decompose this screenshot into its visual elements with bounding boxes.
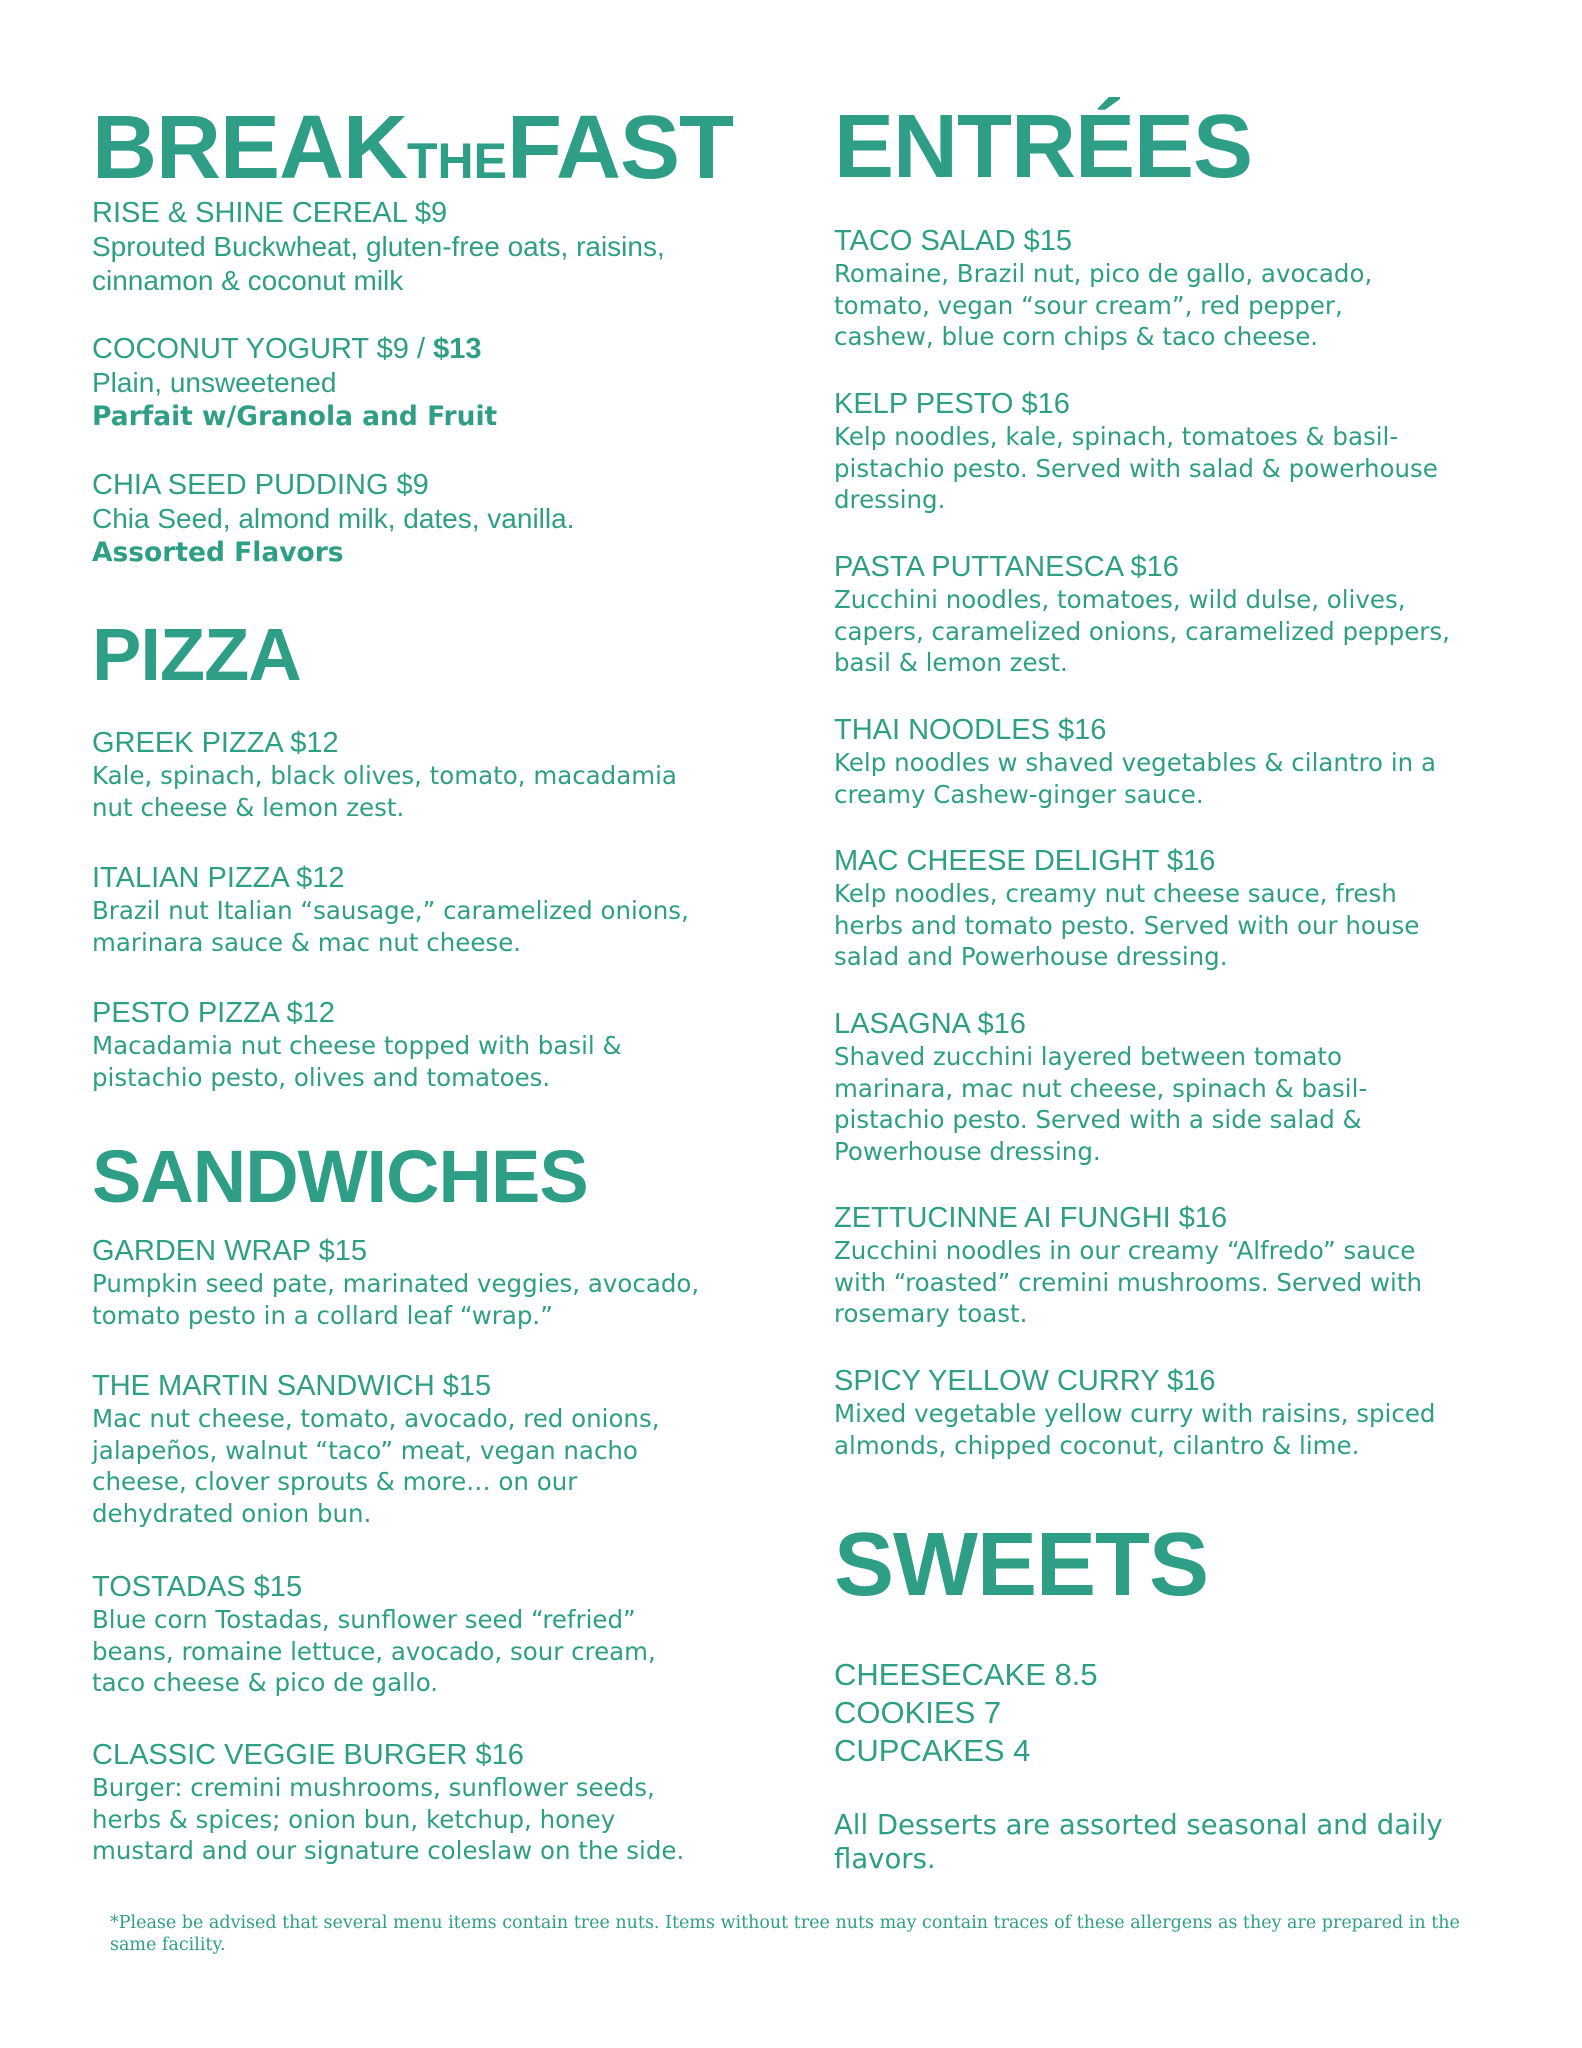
item-desc-line: Kelp noodles w shaved vegetables & cilantro in a: [834, 748, 1436, 777]
item-title: LASAGNA $16: [834, 1008, 1026, 1040]
item-title: CLASSIC VEGGIE BURGER $16: [92, 1739, 524, 1771]
item-desc-line: herbs and tomato pesto. Served with our house: [834, 910, 1420, 940]
menu-item-taco-salad: [834, 224, 1514, 353]
item-desc-line: nut cheese & lemon zest.: [92, 792, 405, 822]
menu-item-martin-sandwich: [92, 1369, 772, 1529]
heading-break: BREAK: [92, 98, 408, 198]
item-bold-line: Assorted Flavors: [92, 537, 344, 568]
item-desc-line: Kale, spinach, black olives, tomato, macadamia: [92, 761, 677, 790]
item-desc-line: Zucchini noodles in our creamy “Alfredo” sauce: [834, 1236, 1416, 1265]
item-title: TOSTADAS $15: [92, 1571, 303, 1603]
item-desc-line: Plain, unsweetened: [92, 367, 337, 398]
item-desc-line: Kelp noodles, kale, spinach, tomatoes & basil-: [834, 422, 1399, 451]
item-desc-line: Mac nut cheese, tomato, avocado, red onions,: [92, 1404, 660, 1433]
menu-item-kelp-pesto: [834, 387, 1514, 516]
item-desc-line: marinara sauce & mac nut cheese.: [92, 927, 522, 957]
menu-item-zettucinne: [834, 1201, 1514, 1330]
menu-item-lasagna: [834, 1007, 1514, 1167]
item-desc-line: pistachio pesto. Served with a side salad &: [834, 1105, 1362, 1134]
item-title: ZETTUCINNE AI FUNGHI $16: [834, 1202, 1228, 1234]
sweets-heading: SWEETS: [834, 1515, 1209, 1615]
item-desc-line: Kelp noodles, creamy nut cheese sauce, fresh: [834, 879, 1397, 908]
entrees-section: [834, 97, 1514, 1460]
sweets-note-line: flavors.: [834, 1843, 936, 1875]
item-desc-line: with “roasted” cremini mushrooms. Served with: [834, 1267, 1422, 1297]
item-desc-line: Shaved zucchini layered between tomato: [834, 1042, 1342, 1071]
sweet-item-cheesecake: CHEESECAKE 8.5: [834, 1657, 1098, 1692]
sweets-note: [834, 1808, 1514, 1876]
disclaimer-line: *Please be advised that several menu items contain tree nuts. Items without tree nuts may contain traces of these allergens as they are prepared in the: [110, 1913, 1460, 1933]
disclaimer-line: same facility.: [110, 1935, 226, 1955]
item-desc-line: cheese, clover sprouts & more… on our: [92, 1467, 578, 1496]
menu-item-thai-noodles: [834, 713, 1514, 810]
item-title: MAC CHEESE DELIGHT $16: [834, 845, 1216, 877]
pizza-heading: PIZZA: [92, 613, 301, 696]
item-desc-line: capers, caramelized onions, caramelized peppers,: [834, 616, 1450, 646]
item-title: KELP PESTO $16: [834, 388, 1070, 420]
item-desc-line: herbs & spices; onion bun, ketchup, honey: [92, 1804, 616, 1834]
item-desc-line: Mixed vegetable yellow curry with raisins, spiced: [834, 1399, 1436, 1428]
item-desc-line: almonds, chipped coconut, cilantro & lime.: [834, 1430, 1360, 1460]
item-title: CHIA SEED PUDDING $9: [92, 469, 429, 501]
item-desc-line: Zucchini noodles, tomatoes, wild dulse, olives,: [834, 585, 1406, 614]
item-desc-line: Chia Seed, almond milk, dates, vanilla.: [92, 503, 575, 534]
sweet-item-cupcakes: CUPCAKES 4: [834, 1733, 1031, 1768]
item-desc-line: Brazil nut Italian “sausage,” caramelized onions,: [92, 896, 689, 925]
item-desc-line: pistachio pesto, olives and tomatoes.: [92, 1062, 551, 1092]
item-title: PESTO PIZZA $12: [92, 997, 335, 1029]
item-desc-line: mustard and our signature coleslaw on the side.: [92, 1836, 685, 1865]
item-desc-line: cashew, blue corn chips & taco cheese.: [834, 322, 1319, 351]
item-title: ITALIAN PIZZA $12: [92, 862, 345, 894]
item-title: THE MARTIN SANDWICH $15: [92, 1370, 492, 1402]
item-desc-line: Sprouted Buckwheat, gluten-free oats, raisins,: [92, 231, 665, 262]
item-title: RISE & SHINE CEREAL $9: [92, 197, 448, 229]
sweets-list: [834, 1656, 1514, 1770]
item-desc-line: beans, romaine lettuce, avocado, sour cream,: [92, 1636, 656, 1666]
item-desc-line: pistachio pesto. Served with salad & powerhouse: [834, 453, 1438, 483]
pizza-section: [92, 613, 772, 1092]
item-desc-line: Burger: cremini mushrooms, sunflower seeds,: [92, 1773, 655, 1802]
entrees-heading: ENTRÉES: [834, 97, 1253, 197]
menu-item-coconut-yogurt: [92, 332, 772, 434]
menu-item-greek-pizza: [92, 726, 772, 823]
item-bold-line: Parfait w/Granola and Fruit: [92, 401, 498, 432]
item-desc-line: dressing.: [834, 485, 946, 514]
menu-item-veggie-burger: [92, 1738, 772, 1867]
sandwiches-heading: SANDWICHES: [92, 1135, 588, 1218]
item-desc-line: Blue corn Tostadas, sunflower seed “refried”: [92, 1605, 636, 1634]
item-title: THAI NOODLES $16: [834, 714, 1107, 746]
item-title: GREEK PIZZA $12: [92, 727, 339, 759]
item-desc-line: Macadamia nut cheese topped with basil &: [92, 1031, 622, 1060]
item-desc-line: dehydrated onion bun.: [92, 1498, 372, 1528]
item-desc-line: creamy Cashew-ginger sauce.: [834, 779, 1204, 809]
item-desc-line: jalapeños, walnut “taco” meat, vegan nacho: [92, 1435, 638, 1465]
item-desc-line: marinara, mac nut cheese, spinach & basil-: [834, 1073, 1368, 1103]
menu-item-tostadas: [92, 1570, 772, 1699]
item-desc-line: taco cheese & pico de gallo.: [92, 1668, 439, 1697]
item-desc-line: tomato, vegan “sour cream”, red pepper,: [834, 290, 1343, 320]
item-desc-line: tomato pesto in a collard leaf “wrap.”: [92, 1300, 553, 1330]
heading-fast: FAST: [507, 98, 734, 198]
sweets-note-line: All Desserts are assorted seasonal and daily: [834, 1809, 1443, 1841]
menu-item-italian-pizza: [92, 861, 772, 958]
menu-item-pesto-pizza: [92, 996, 772, 1093]
breakfast-section: [92, 98, 772, 568]
item-title: SPICY YELLOW CURRY $16: [834, 1365, 1216, 1397]
menu-item-pasta-puttanesca: [834, 550, 1514, 679]
item-title: GARDEN WRAP $15: [92, 1235, 368, 1267]
menu-item-rise-shine: [92, 196, 772, 298]
item-title: [92, 332, 772, 366]
item-desc-line: basil & lemon zest.: [834, 648, 1068, 677]
item-desc-line: Pumpkin seed pate, marinated veggies, avocado,: [92, 1269, 700, 1298]
sweets-section: [834, 1515, 1514, 1875]
heading-the: THE: [407, 133, 508, 189]
menu-item-yellow-curry: [834, 1364, 1514, 1461]
item-title: PASTA PUTTANESCA $16: [834, 551, 1179, 583]
item-desc-line: salad and Powerhouse dressing.: [834, 942, 1228, 971]
item-desc-line: rosemary toast.: [834, 1299, 1028, 1328]
breakfast-heading: [92, 98, 772, 198]
item-title-bold-price: $13: [433, 333, 482, 365]
sweet-item-cookies: COOKIES 7: [834, 1695, 1002, 1730]
sandwiches-section: [92, 1135, 772, 1865]
item-title-prefix: COCONUT YOGURT $9 /: [92, 333, 434, 365]
item-desc-line: Romaine, Brazil nut, pico de gallo, avocado,: [834, 259, 1373, 288]
menu-item-chia-pudding: [92, 468, 772, 570]
item-desc-line: Powerhouse dressing.: [834, 1136, 1101, 1166]
item-desc-line: cinnamon & coconut milk: [92, 265, 404, 296]
allergen-disclaimer: [110, 1912, 1490, 1956]
menu-item-garden-wrap: [92, 1234, 772, 1331]
menu-item-mac-cheese-delight: [834, 844, 1514, 973]
item-title: TACO SALAD $15: [834, 225, 1073, 257]
